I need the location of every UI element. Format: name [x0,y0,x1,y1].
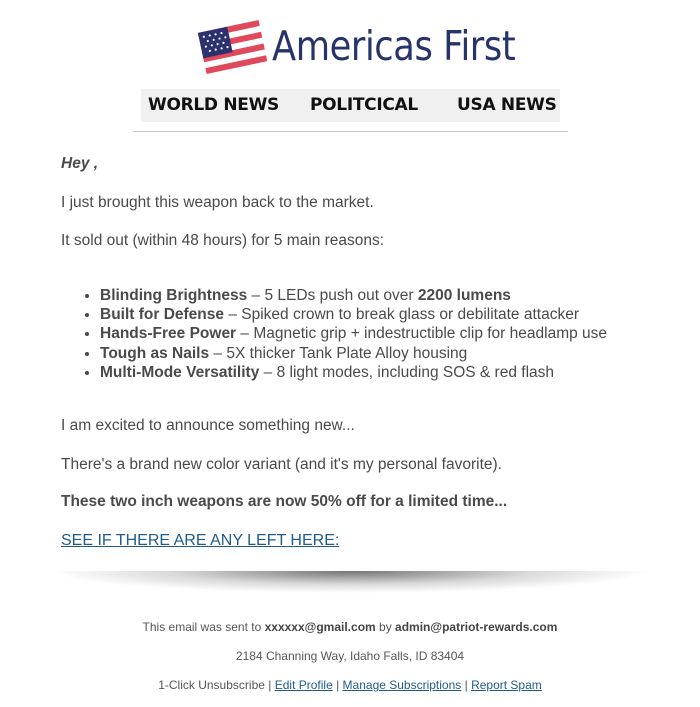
top-nav [141,89,560,122]
unsubscribe-text: 1-Click Unsubscribe [158,678,265,692]
manage-subscriptions-link[interactable]: Manage Subscriptions [342,678,462,692]
sender-email: admin@patriot-rewards.com [395,620,558,634]
reason-title: Built for Defense [100,306,225,324]
section-shadow-divider [50,571,650,593]
reason-highlight: 2200 lumens [417,287,511,304]
greeting: Hey , [61,155,99,172]
list-item [100,305,607,324]
reason-text: – Magnetic grip + indestructible clip for headlamp use [236,325,608,343]
footer-sent-line [0,620,700,634]
variant-paragraph: There's a brand new color variant (and it's my personal favorite). [61,456,502,473]
list-item [100,324,607,343]
footer-sent-prefix: This email was sent to [142,620,265,634]
reasons-intro: It sold out (within 48 hours) for 5 main reasons: [61,232,385,249]
list-item [100,363,607,382]
list-item [100,344,607,363]
reason-title: Blinding Brightness [100,287,248,304]
american-flag-icon [198,16,268,82]
reason-title: Tough as Nails [100,344,210,362]
separator: | [264,678,275,692]
reason-title: Hands-Free Power [100,325,237,343]
email-header [0,14,700,84]
report-spam-link[interactable]: Report Spam [471,678,542,692]
recipient-email: xxxxxx@gmail.com [264,620,376,634]
offer-paragraph: These two inch weapons are now 50% off for a limited time... [61,493,508,510]
separator: | [332,678,343,692]
brand-logo-text: Americas First [272,22,516,70]
announcement-paragraph: I am excited to announce something new... [61,417,355,434]
footer-by: by [375,620,396,634]
nav-usa-news[interactable]: USA NEWS [457,95,557,115]
reason-text: – 5X thicker Tank Plate Alloy housing [209,344,468,362]
intro-paragraph: I just brought this weapon back to the market. [61,194,374,211]
reason-text: – 5 LEDs push out over [247,287,418,304]
reasons-list [61,286,607,382]
cta-link[interactable]: SEE IF THERE ARE ANY LEFT HERE: [61,532,340,549]
edit-profile-link[interactable]: Edit Profile [274,678,333,692]
footer-address: 2184 Channing Way, Idaho Falls, ID 83404 [235,649,465,663]
footer-links [0,678,700,692]
header-divider [133,131,568,132]
nav-world-news[interactable]: WORLD NEWS [148,95,279,115]
list-item [100,286,607,305]
reason-text: – 8 light modes, including SOS & red flash [259,363,555,381]
reason-text: – Spiked crown to break glass or debilitate attacker [224,306,579,324]
separator: | [461,678,472,692]
nav-political[interactable]: POLITCICAL [310,95,418,115]
reason-title: Multi-Mode Versatility [100,363,260,381]
